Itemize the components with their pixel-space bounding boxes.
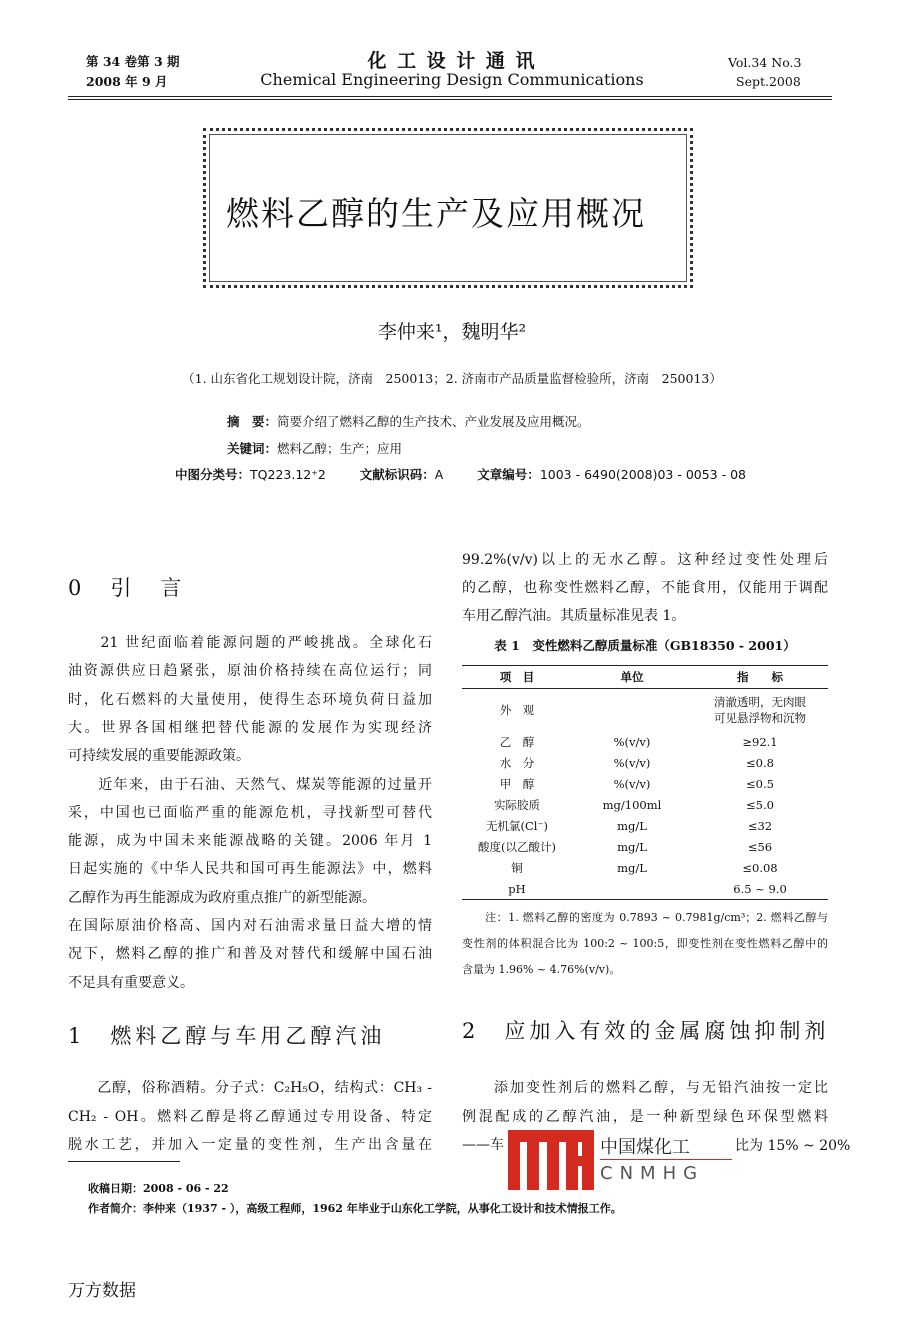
volume-issue-en: Vol.34 No.3 xyxy=(728,55,802,70)
text-line: 车用乙醇汽油。其质量标准见表 1。 xyxy=(462,608,686,624)
table-cell: 铜 xyxy=(511,860,523,875)
text-line: 能源，成为中国未来能源战略的关键。2006 年月 1 xyxy=(68,833,432,850)
received-date: 收稿日期：2008 - 06 - 22 xyxy=(88,1182,229,1195)
table-header-row xyxy=(462,666,828,689)
doc-code-label: 文献标识码： xyxy=(359,467,435,482)
table-cell xyxy=(572,689,692,732)
table-cell: ≤0.8 xyxy=(746,755,774,770)
volume-issue-cn: 第 34 卷第 3 期 xyxy=(86,54,180,69)
abstract xyxy=(227,412,590,430)
text-line: 添加变性剂后的燃料乙醇，与无铅汽油按一定比 xyxy=(462,1080,828,1096)
table-cell xyxy=(572,878,692,900)
keywords xyxy=(227,439,402,457)
abstract-label: 摘 要： xyxy=(227,414,278,429)
clc-label: 中图分类号： xyxy=(175,467,251,482)
authors: 李仲来¹，魏明华² xyxy=(377,321,527,343)
keywords-label: 关键词： xyxy=(227,441,278,456)
article-title: 燃料乙醇的生产及应用概况 xyxy=(226,194,646,233)
text-line: 时，化石燃料的大量使用，使得生态环境负荷日益加 xyxy=(68,691,432,708)
abstract-text: 简要介绍了燃料乙醇的生产技术、产业发展及应用概况。 xyxy=(277,414,590,429)
text-line: 脱水工艺，并加入一定量的变性剂，生产出含量在 xyxy=(68,1137,432,1153)
date-cn: 2008 年 9 月 xyxy=(86,74,168,89)
table-cell: mg/L xyxy=(617,839,647,854)
author-bio: 作者简介：李仲来（1937 - ），高级工程师，1962 年毕业于山东化工学院，从事化工设计和技术情报工作。 xyxy=(88,1202,622,1215)
table-row xyxy=(462,857,828,878)
keywords-text: 燃料乙醇；生产；应用 xyxy=(277,441,403,456)
section-2-tail-text: 比为 15% ~ 20% xyxy=(735,1138,851,1154)
text-line: 大。世界各国相继把替代能源的发展作为实现经济 xyxy=(68,719,432,736)
table-row xyxy=(462,836,828,857)
article-no-label: 文章编号： xyxy=(477,467,540,482)
journal-title-en: Chemical Engineering Design Communications xyxy=(260,70,644,89)
table-row xyxy=(462,878,828,900)
doc-code-value: A xyxy=(434,467,444,482)
table-cell: 甲 醇 xyxy=(499,776,535,791)
journal-title-cn: 化 工 设 计 通 讯 xyxy=(367,50,537,72)
table-cell: ≥92.1 xyxy=(742,734,778,749)
table-row xyxy=(462,794,828,815)
table-row xyxy=(462,752,828,773)
text-line: 油资源供应日趋紧张，原油价格持续在高位运行；同 xyxy=(68,663,432,680)
table-cell: %(v/v) xyxy=(613,755,651,770)
table-cell: 酸度(以乙酸计) xyxy=(478,839,556,854)
table-cell: 无机氯(Cl⁻) xyxy=(485,818,549,833)
table-row xyxy=(462,689,828,732)
table-cell: ≤0.08 xyxy=(742,860,778,875)
watermark-name-cn: 中国煤化工 xyxy=(600,1133,690,1159)
text-line: ——车 xyxy=(462,1137,504,1153)
text-line: 乙醇作为再生能源成为政府重点推广的新型能源。 xyxy=(68,889,376,906)
table-cell: 6.5 ~ 9.0 xyxy=(692,878,828,900)
date-en: Sept.2008 xyxy=(736,74,801,89)
section-1-heading: 1 燃料乙醇与车用乙醇汽油 xyxy=(68,1024,386,1048)
section-0-heading: 0 引 言 xyxy=(68,576,186,600)
section-2-heading: 2 应加入有效的金属腐蚀抑制剂 xyxy=(462,1019,830,1043)
clc-value: TQ223.12⁺2 xyxy=(250,467,326,482)
table-cell: mg/100ml xyxy=(602,797,662,812)
table-cell: mg/L xyxy=(617,860,647,875)
table-cell: 实际胶质 xyxy=(494,797,540,812)
table-cell: ≤56 xyxy=(747,839,773,854)
text-line: 况下，燃料乙醇的推广和普及对替代和缓解中国石油 xyxy=(68,946,432,963)
text-line: 含量为 1.96% ~ 4.76%(v/v)。 xyxy=(462,963,621,976)
text-line: 采，中国也已面临严重的能源危机，寻找新型可替代 xyxy=(68,804,432,821)
table-cell: 清澈透明，无肉眼 可见悬浮物和沉物 xyxy=(714,695,806,725)
header-rule xyxy=(68,96,832,97)
table-cell: 外 观 xyxy=(499,703,535,717)
table-cell: ≤0.5 xyxy=(746,776,774,791)
table-caption: 表 1 变性燃料乙醇质量标准（GB18350 - 2001） xyxy=(494,638,796,653)
text-line: 乙醇，俗称酒精。分子式：C₂H₅O，结构式：CH₃ - xyxy=(68,1080,432,1096)
text-line: 不足具有重要意义。 xyxy=(68,974,194,991)
table-row xyxy=(462,815,828,836)
table-cell: ≤32 xyxy=(747,818,773,833)
text-line: 可持续发展的重要能源政策。 xyxy=(68,748,250,765)
table-cell: ≤5.0 xyxy=(746,797,774,812)
text-line: 注：1. 燃料乙醇的密度为 0.7893 ~ 0.7981g/cm³；2. 燃料乙醇与 xyxy=(462,911,828,924)
text-line: 99.2%(v/v)以上的无水乙醇。这种经过变性处理后 xyxy=(462,552,828,568)
header-rule-2 xyxy=(68,99,832,100)
table-cell: 水 分 xyxy=(499,755,535,770)
text-line: 在国际原油价格高、国内对石油需求量日益大增的情 xyxy=(68,918,432,934)
table-cell: %(v/v) xyxy=(613,776,651,791)
text-line: 变性剂的体积混合比为 100:2 ~ 100:5，即变性剂在变性燃料乙醇中的 xyxy=(462,937,828,950)
table-row xyxy=(462,773,828,794)
affiliation: （1. 山东省化工规划设计院，济南 250013；2. 济南市产品质量监督检验所，济南 250013） xyxy=(182,371,722,386)
text-line: 的乙醇，也称变性燃料乙醇，不能食用，仅能用于调配 xyxy=(462,580,828,596)
text-line: 例混配成的乙醇汽油，是一种新型绿色环保型燃料 xyxy=(462,1108,828,1125)
classification-line xyxy=(175,465,746,483)
source-mark: 万方数据 xyxy=(68,1281,136,1301)
watermark-name-en: CNMHG xyxy=(600,1163,705,1184)
table-cell: %(v/v) xyxy=(613,734,651,749)
table-header-cell: 单位 xyxy=(572,666,692,689)
table-cell: pH xyxy=(462,878,572,900)
text-line: 日起实施的《中华人民共和国可再生能源法》中，燃料 xyxy=(68,861,432,878)
text-line: 21 世纪面临着能源问题的严峻挑战。全球化石 xyxy=(68,635,432,651)
table-header-cell: 指 标 xyxy=(692,666,828,689)
table-cell: 乙 醇 xyxy=(499,734,535,749)
footnote-rule xyxy=(68,1161,180,1162)
text-line: 近年来，由于石油、天然气、煤炭等能源的过量开 xyxy=(68,776,432,793)
quality-standard-table xyxy=(462,665,828,900)
article-no-value: 1003 - 6490(2008)03 - 0053 - 08 xyxy=(539,467,746,482)
text-line: CH₂ - OH。燃料乙醇是将乙醇通过专用设备、特定 xyxy=(68,1108,432,1125)
table-row xyxy=(462,731,828,752)
table-header-cell: 项 目 xyxy=(462,666,572,689)
table-cell: mg/L xyxy=(617,818,647,833)
